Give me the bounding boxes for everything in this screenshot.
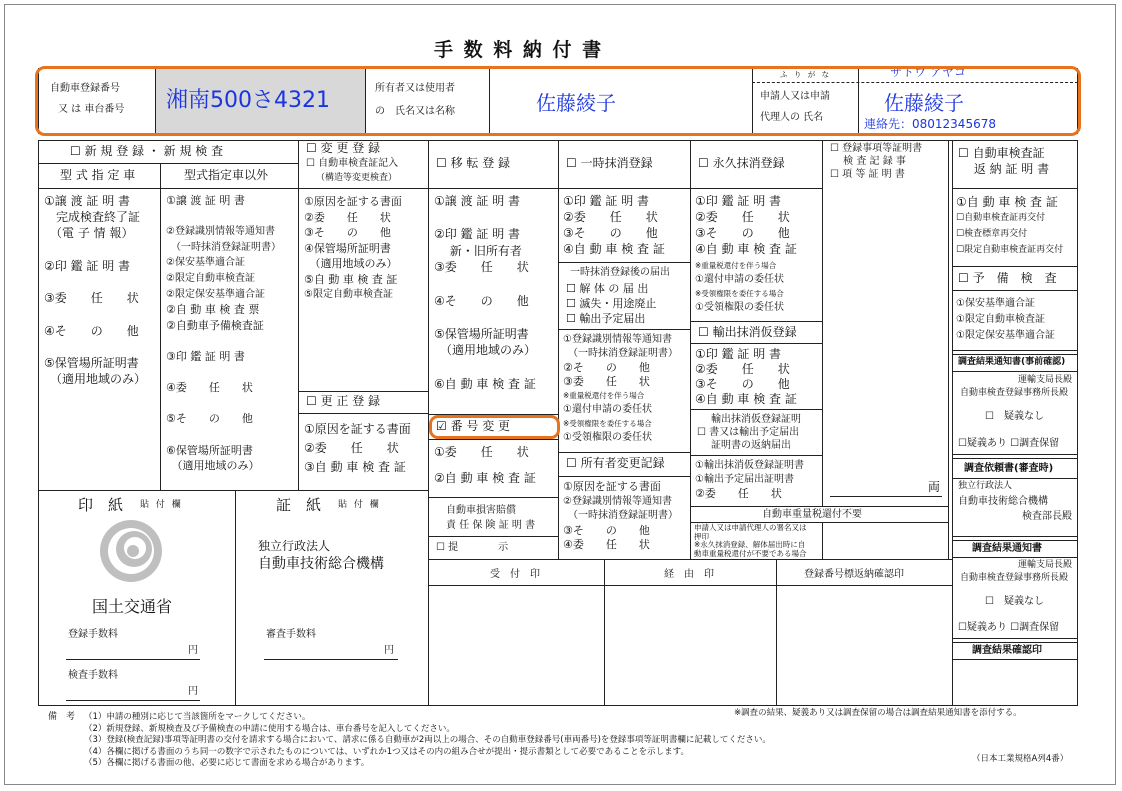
col5-export-list: ①印 鑑 証 明 書 ②委 任 状 ③そ の 他 ④自 動 車 検 査 証 (695, 347, 797, 406)
reg-no-label: 自動車登録番号 (50, 83, 120, 94)
present-checkbox[interactable]: ☐ 提 示 (436, 542, 509, 553)
via-stamp-label: 経 由 印 (664, 569, 714, 580)
furigana-label: ふ り が な (780, 70, 832, 79)
col2-correction-list: ①原因を証する書面 ②委 任 状 ③自 動 車 検 査 証 (304, 422, 411, 474)
number-change-highlight (429, 415, 560, 439)
col4-notify-docs: ①登録識別情報等通知書 （一時抹消登録証明書） ②そ の 他 ③委 任 状 ※重量税還付を伴う場合 ①還付申請の委任状 ※受領権限を委任する場合 ①受領権限の委任状 (563, 334, 678, 443)
registration-fee-label: 登録手数料 (68, 629, 118, 640)
result-no-doubt-checkbox[interactable]: ☐ 疑義なし (985, 596, 1044, 607)
reg-cert-checkbox[interactable]: ☐ 登録事項等証明書 検 査 記 録 事 ☐ 項 等 証 明 書 (830, 143, 923, 180)
plate-return-stamp-label: 登録番号標返納確認印 (804, 569, 904, 580)
revenue-stamp-subtitle: 貼 付 欄 (140, 500, 183, 510)
change-registration-checkbox[interactable]: ☐ 変 更 登 録 (306, 141, 381, 155)
transfer-registration-checkbox[interactable]: ☐ 移 転 登 録 (436, 156, 511, 170)
survey-note: ※調査の結果、疑義あり又は調査保留の場合は調査結果通知書を添付する。 (734, 708, 1022, 718)
notes-list: （1）申請の種別に応じて当該箇所をマークしてください。 （2）新規登録、新規検査及び予備検査の申請に使用する場合は、車台番号を記入してください。 （3）登録(検査記録)事項等証明書の交付を請求する場合において、請求に係る自動車が2両以上の場合、その自動車登録番号(車両番号)を登録事項等証明書欄に記載してください。 （4）各欄に掲げる書面のうち同一の数字で示されたものについては、いずれか1つ又はその内の組み合せが提出・提示書類として必要であることを示します。 （5）各欄に掲げる書面の他、必要に応じて書面を求める場合があります。 (84, 712, 771, 768)
owner-label: 所有者又は使用者 (375, 83, 455, 94)
perm-deregistration-checkbox[interactable]: ☐ 永久抹消登録 (698, 156, 785, 170)
pre-no-doubt-checkbox[interactable]: ☐ 疑義なし (985, 411, 1044, 422)
contact-value[interactable]: 連絡先：08012345678 (864, 117, 996, 131)
structure-change-label: （構造等変更検査） (316, 173, 398, 183)
receipt-stamp-label: 受 付 印 (490, 569, 540, 580)
col3-number-list: ①委 任 状 ②自 動 車 検 査 証 (434, 445, 536, 485)
col7-list: ①自 動 車 検 査 証 ☐自動車検査証再交付 ☐検査標章再交付 ☐限定自動車検査証再交付 (956, 195, 1064, 255)
applicant-label-2: 代理人の 氏名 (760, 112, 824, 123)
col5-list: ①印 鑑 証 明 書 ②委 任 状 ③そ の 他 ④自 動 車 検 査 証 (695, 194, 797, 256)
reg-no-label-2: 又 は 車台番号 (58, 104, 125, 115)
col4-owner-list: ①原因を証する書面 ②登録識別情報等通知書 （一時抹消登録証明書） ③そ の 他 ④委 任 状 (563, 480, 678, 551)
type-designated-header: 型 式 指 定 車 (60, 168, 136, 182)
pre-survey-from: 運輸支局長殿 (1018, 375, 1073, 385)
notify-title: 一時抹消登録後の届出 (570, 267, 670, 278)
result-doubt-checkbox[interactable]: ☐疑義あり ☐調査保留 (958, 622, 1060, 633)
revenue-stamp-title: 印 紙 (78, 496, 124, 514)
ministry-name: 国土交通省 (92, 597, 173, 616)
survey-result-title: 調査結果通知書 (972, 543, 1042, 554)
col5-notes: ※重量税還付を伴う場合 ①還付申請の委任状 ※受領権限を委任する場合 ①受領権限の委任状 (695, 261, 784, 313)
new-registration-checkbox[interactable]: ☐ 新 規 登 録 ・ 新 規 検 査 (70, 144, 224, 158)
inspection-cert-return-checkbox[interactable]: ☐ 自動車検査証 返 納 証 明 書 (958, 146, 1050, 176)
col1-left-list: ①譲 渡 証 明 書 完成検査終了証 （電 子 情 報） ②印 鑑 証 明 書 ③委 任 状 ④そ の 他 ⑤保管場所証明書 （適用地域のみ） (44, 194, 147, 387)
pre-doubt-checkbox[interactable]: ☐疑義あり ☐調査保留 (958, 438, 1060, 449)
ministry-logo-icon (98, 515, 164, 587)
survey-request-org-2: 自動車技術総合機構 (958, 496, 1048, 507)
export-cert-checkbox[interactable]: 輸出抹消仮登録証明 ☐ 書又は輸出予定届出 証明書の返納届出 (697, 414, 801, 451)
pre-survey-from-2: 自動車検査登録事務所長殿 (960, 388, 1069, 398)
vehicle-count-unit: 両 (928, 480, 941, 494)
registration-fee-yen: 円 (188, 645, 198, 656)
survey-result-from: 運輸支局長殿 (1018, 560, 1073, 570)
spare-inspection-checkbox[interactable]: ☐ 予 備 検 査 (958, 271, 1057, 285)
reg-no-value[interactable]: 湘南500さ4321 (166, 88, 330, 113)
cert-stamp-title: 証 紙 (276, 496, 322, 514)
col2-list: ①原因を証する書面 ②委 任 状 ③そ の 他 ④保管場所証明書 （適用地域のみ） ⑤自 動 車 検 査 証 ⑤限定自動車検査証 (304, 195, 402, 300)
non-type-designated-header: 型式指定車以外 (184, 168, 269, 182)
applicant-label: 申請人又は申請 (760, 91, 830, 102)
col7-spare-list: ①保安基準適合証 ①限定自動車検査証 ①限定保安基準適合証 (956, 298, 1055, 341)
number-change-checkbox[interactable]: ☑ 番 号 変 更 (436, 419, 511, 433)
correction-registration-checkbox[interactable]: ☐ 更 正 登 録 (306, 394, 381, 408)
owner-value[interactable]: 佐藤綾子 (536, 91, 616, 115)
col3-list: ①譲 渡 証 明 書 ②印 鑑 証 明 書 新・旧所有者 ③委 任 状 ④そ の 他 ⑤保管場所証明書 （適用地域のみ） ⑥自 動 車 検 査 証 (434, 194, 537, 391)
inspection-record-checkbox[interactable]: ☐ 自動車検査証記入 (306, 158, 399, 169)
cert-stamp-subtitle: 貼 付 欄 (338, 500, 381, 510)
temp-deregistration-checkbox[interactable]: ☐ 一時抹消登録 (566, 156, 653, 170)
tax-refund-header: 自動車重量税還付不要 (762, 509, 862, 520)
col4-notify-list: ☐ 解 体 の 届 出 ☐ 滅失・用途廃止 ☐ 輸出予定届出 (566, 282, 657, 325)
owner-label-2: の 氏名又は名称 (375, 106, 455, 117)
pre-survey-title: 調査結果通知書(事前確認) (958, 357, 1066, 367)
applicant-value[interactable]: 佐藤綾子 (884, 91, 964, 115)
inspection-fee-yen: 円 (188, 686, 198, 697)
insurance-label-2: 責 任 保 険 証 明 書 (446, 520, 536, 531)
insurance-label: 自動車損害賠償 (446, 505, 516, 516)
exam-fee-yen: 円 (384, 645, 394, 656)
header-highlight (35, 66, 1081, 136)
paper-standard: （日本工業規格A列4番） (972, 754, 1069, 764)
survey-result-from-2: 自動車検査登録事務所長殿 (960, 573, 1069, 583)
cert-org: 独立行政法人 (258, 539, 331, 553)
inspection-fee-label: 検査手数料 (68, 670, 118, 681)
export-deregistration-checkbox[interactable]: ☐ 輸出抹消仮登録 (698, 325, 797, 339)
survey-request-org: 独立行政法人 (958, 481, 1013, 491)
form-title: 手 数 料 納 付 書 (434, 39, 604, 61)
survey-request-org-3: 検査部長殿 (1022, 511, 1072, 522)
furigana-value[interactable]: サトウ アヤコ (890, 65, 966, 79)
owner-change-record-checkbox[interactable]: ☐ 所有者変更記録 (566, 456, 665, 470)
cert-org-2: 自動車技術総合機構 (258, 556, 384, 572)
tax-note: 申請人又は申請代理人の署名又は 押印 ※永久抹消登録、解体届出時に自 動車重量税還付が不要である場合 (694, 523, 807, 558)
survey-request-title: 調査依頼書(審査時) (964, 463, 1054, 474)
col1-right-list: ①譲 渡 証 明 書 ②登録識別情報等通知書 （一時抹消登録証明書） ②保安基準適合証 ②限定自動車検査証 ②限定保安基準適合証 ②自 動 車 検 査 票 ②自動車予備検査証 ③印 鑑 証 明 書 ④委 任 状 ⑤そ の 他 ⑥保管場所証明書 （適用地域のみ） (166, 194, 281, 473)
exam-fee-label: 審査手数料 (266, 629, 316, 640)
col4-list: ①印 鑑 証 明 書 ②委 任 状 ③そ の 他 ④自 動 車 検 査 証 (563, 194, 665, 256)
notes-label: 備 考 (48, 712, 76, 722)
col5-export-cert-list: ①輸出抹消仮登録証明書 ①輸出予定届出証明書 ②委 任 状 (695, 460, 804, 500)
survey-confirm-title: 調査結果確認印 (972, 645, 1042, 656)
